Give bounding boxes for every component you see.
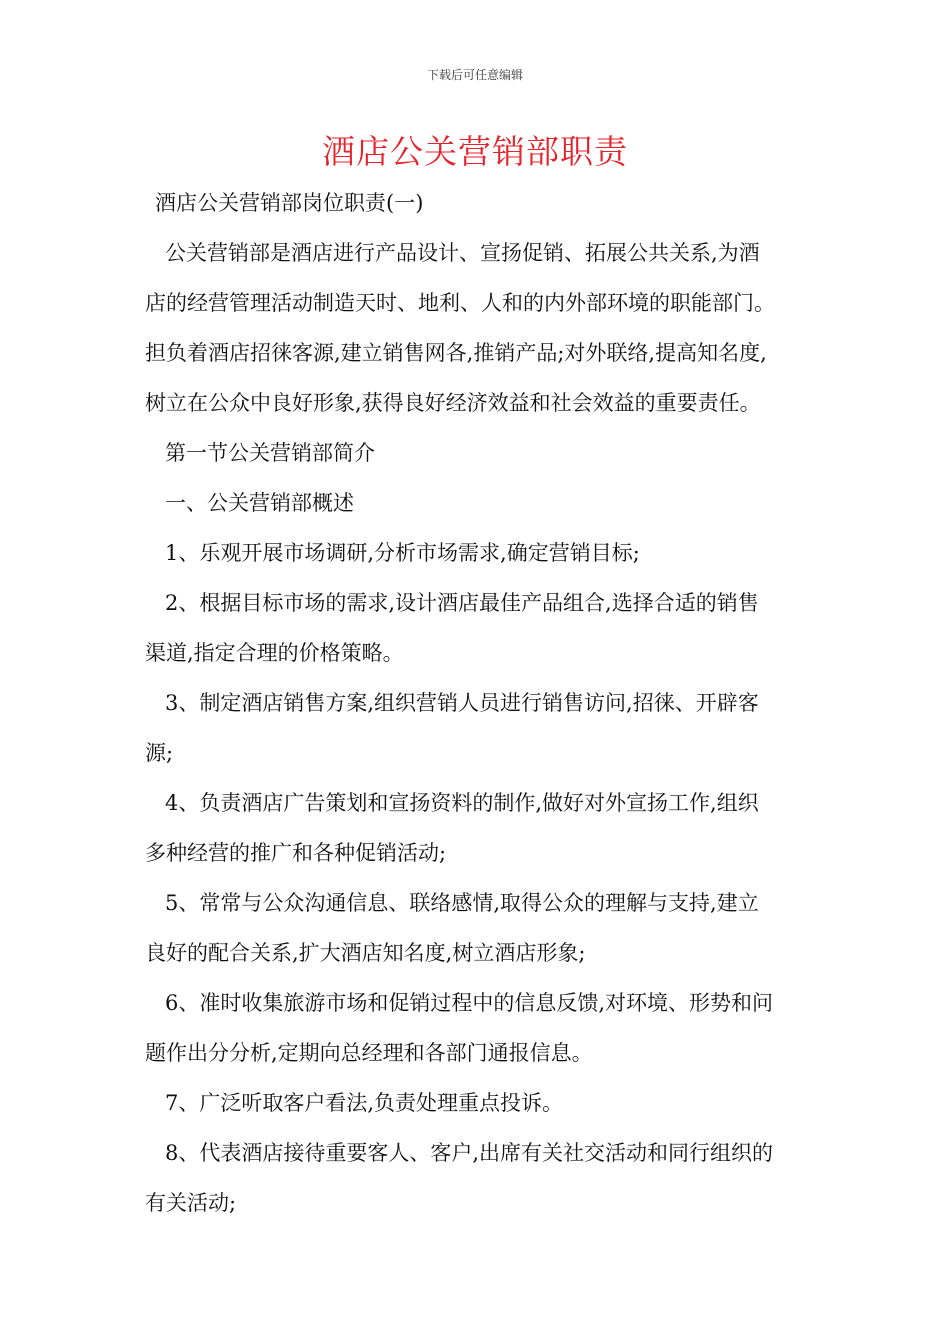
list-item-line: 题作出分分析,定期向总经理和各部门通报信息。	[145, 1041, 593, 1065]
subsection-heading: 一、公关营销部概述	[165, 491, 354, 515]
subtitle: 酒店公关营销部岗位职责(一)	[155, 191, 424, 215]
intro-line: 公关营销部是酒店进行产品设计、宣扬促销、拓展公共关系,为酒	[165, 241, 760, 265]
list-item-line: 多种经营的推广和各种促销活动;	[145, 841, 447, 865]
list-item-line: 4、负责酒店广告策划和宣扬资料的制作,做好对外宣扬工作,组织	[165, 791, 759, 815]
list-item-line: 良好的配合关系,扩大酒店知名度,树立酒店形象;	[145, 941, 586, 965]
list-item-line: 渠道,指定合理的价格策略。	[145, 641, 404, 665]
header-note: 下载后可任意编辑	[426, 68, 523, 82]
intro-line: 担负着酒店招徕客源,建立销售网各,推销产品;对外联络,提高知名度,	[145, 341, 767, 365]
list-item-line: 7、广泛听取客户看法,负责处理重点投诉。	[165, 1091, 564, 1115]
list-item-line: 有关活动;	[145, 1191, 237, 1215]
list-item-line: 2、根据目标市场的需求,设计酒店最佳产品组合,选择合适的销售	[165, 591, 759, 615]
list-item-line: 3、制定酒店销售方案,组织营销人员进行销售访问,招徕、开辟客	[165, 691, 759, 715]
section-heading: 第一节公关营销部简介	[165, 441, 375, 465]
list-item-line: 6、准时收集旅游市场和促销过程中的信息反馈,对环境、形势和问	[165, 991, 774, 1015]
list-item-line: 8、代表酒店接待重要客人、客户,出席有关社交活动和同行组织的	[165, 1141, 774, 1165]
document-title: 酒店公关营销部职责	[322, 132, 628, 171]
intro-line: 店的经营管理活动制造天时、地利、人和的内外部环境的职能部门。	[145, 291, 775, 315]
list-item-line: 1、乐观开展市场调研,分析市场需求,确定营销目标;	[165, 541, 640, 565]
document-body	[145, 178, 810, 1228]
list-item-line: 源;	[145, 741, 174, 765]
intro-line: 树立在公众中良好形象,获得良好经济效益和社会效益的重要责任。	[145, 391, 761, 415]
list-item-line: 5、常常与公众沟通信息、联络感情,取得公众的理解与支持,建立	[165, 891, 759, 915]
